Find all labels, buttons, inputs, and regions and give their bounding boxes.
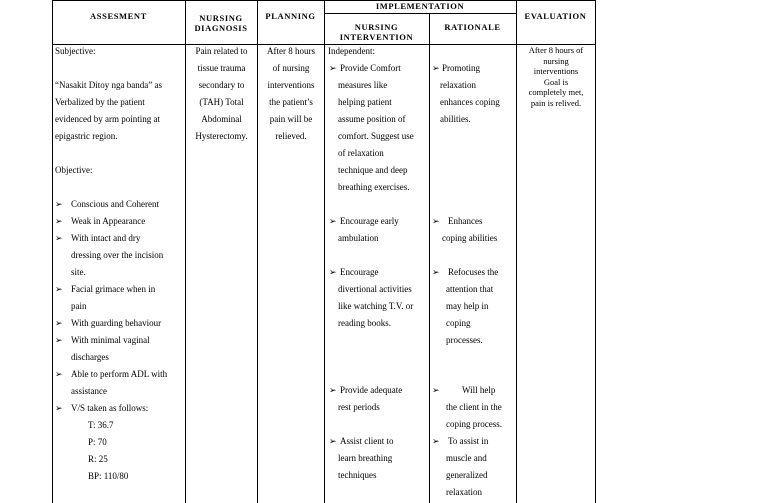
intervention-line: Encourage early bbox=[340, 216, 399, 226]
assessment-finding-line: Able to perform ADL with bbox=[71, 369, 168, 379]
rationale-line: Promoting bbox=[442, 63, 481, 73]
planning-line: After 8 hours bbox=[267, 46, 315, 56]
subjective-quote-line: “Nasakit Ditoy nga banda” as bbox=[55, 80, 162, 90]
vital-sign: T: 36.7 bbox=[88, 420, 114, 430]
header-nursing-diagnosis-line-1: NURSING bbox=[199, 13, 243, 23]
rationale-line: To assist in bbox=[448, 436, 489, 446]
rationale-line: relaxation bbox=[440, 80, 476, 90]
intervention-line: learn breathing bbox=[338, 453, 393, 463]
intervention-line: breathing exercises. bbox=[338, 182, 410, 192]
header-rationale: RATIONALE bbox=[444, 22, 501, 32]
intervention-line: like watching T.V. or bbox=[338, 301, 414, 311]
planning-line: pain will be bbox=[269, 114, 313, 124]
assessment-finding-line: V/S taken as follows: bbox=[71, 403, 149, 413]
assessment-bullet-icon: ➢ bbox=[55, 369, 63, 379]
planning-line: interventions bbox=[267, 80, 315, 90]
rationale-bullet-icon: ➢ bbox=[432, 267, 440, 277]
vital-sign: R: 25 bbox=[88, 454, 108, 464]
intervention-line: techniques bbox=[338, 470, 377, 480]
rationale-line: coping process. bbox=[446, 419, 502, 429]
intervention-line: measures like bbox=[338, 80, 388, 90]
diagnosis-line: Hysterectomy. bbox=[195, 131, 248, 141]
rationale-line: attention that bbox=[446, 284, 494, 294]
assessment-finding-line: dressing over the incision bbox=[71, 250, 164, 260]
intervention-line: helping patient bbox=[338, 97, 392, 107]
subjective-quote-line: evidenced by arm pointing at bbox=[55, 114, 160, 124]
objective-label: Objective: bbox=[55, 165, 93, 175]
assessment-finding-line: With guarding behaviour bbox=[71, 318, 162, 328]
column-border-5 bbox=[429, 13, 430, 503]
rationale-bullet-icon: ➢ bbox=[432, 436, 440, 446]
assessment-finding-line: assistance bbox=[71, 386, 107, 396]
implementation-header-divider bbox=[324, 13, 516, 14]
assessment-finding-line: With minimal vaginal bbox=[71, 335, 150, 345]
rationale-line: generalized bbox=[446, 470, 488, 480]
header-nursing-intervention-line-1: NURSING bbox=[354, 22, 399, 32]
assessment-bullet-icon: ➢ bbox=[55, 199, 63, 209]
intervention-line: Encourage bbox=[340, 267, 379, 277]
subjective-quote-line: Verbalized by the patient bbox=[55, 97, 145, 107]
header-evaluation: EVALUATION bbox=[524, 11, 587, 21]
rationale-bullet-icon: ➢ bbox=[432, 216, 440, 226]
intervention-line: comfort. Suggest use bbox=[338, 131, 414, 141]
assessment-bullet-icon: ➢ bbox=[55, 335, 63, 345]
intervention-line: divertional activities bbox=[338, 284, 412, 294]
assessment-finding-line: With intact and dry bbox=[71, 233, 141, 243]
rationale-line: enhances coping bbox=[440, 97, 500, 107]
assessment-finding-line: Weak in Appearance bbox=[71, 216, 146, 226]
header-nursing-intervention-line-2: INTERVENTION bbox=[339, 32, 414, 42]
header-assessment: ASSESMENT bbox=[90, 11, 147, 21]
rationale-line: Refocuses the bbox=[448, 267, 499, 277]
evaluation-line: completely met, bbox=[528, 87, 584, 97]
evaluation-line: Goal is bbox=[543, 76, 569, 87]
assessment-bullet-icon: ➢ bbox=[55, 318, 63, 328]
column-border-1 bbox=[52, 0, 53, 503]
assessment-finding-line: site. bbox=[71, 267, 86, 277]
intervention-line: Provide adequate bbox=[340, 385, 403, 395]
rationale-line: relaxation bbox=[446, 487, 482, 497]
evaluation-line: After 8 hours of bbox=[528, 45, 584, 55]
header-nursing-diagnosis bbox=[185, 13, 257, 33]
planning-line: of nursing bbox=[272, 63, 310, 73]
assessment-finding-line: discharges bbox=[71, 352, 109, 362]
intervention-bullet-icon: ➢ bbox=[329, 63, 337, 73]
planning-line: relieved. bbox=[275, 131, 307, 141]
evaluation-line: interventions bbox=[533, 66, 579, 76]
vital-sign: BP: 110/80 bbox=[88, 471, 129, 481]
assessment-bullet-icon: ➢ bbox=[55, 233, 63, 243]
rationale-line: muscle and bbox=[446, 453, 487, 463]
intervention-line: rest periods bbox=[338, 402, 380, 412]
rationale-line: the client in the bbox=[446, 402, 502, 412]
assessment-finding-line: Facial grimace when in bbox=[71, 284, 156, 294]
rationale-bullet-icon: ➢ bbox=[432, 385, 440, 395]
intervention-line: assume position of bbox=[338, 114, 406, 124]
intervention-line: Assist client to bbox=[340, 436, 394, 446]
intervention-bullet-icon: ➢ bbox=[329, 267, 337, 277]
diagnosis-line: (TAH) Total bbox=[199, 97, 244, 107]
planning-line: the patient’s bbox=[269, 97, 313, 107]
rationale-line: abilities. bbox=[440, 114, 471, 124]
intervention-bullet-icon: ➢ bbox=[329, 436, 337, 446]
diagnosis-line: Pain related to bbox=[195, 46, 248, 56]
header-nursing-diagnosis-line-2: DIAGNOSIS bbox=[194, 23, 248, 33]
evaluation-line: nursing bbox=[543, 55, 569, 66]
diagnosis-line: secondary to bbox=[198, 80, 245, 90]
intervention-bullet-icon: ➢ bbox=[329, 385, 337, 395]
rationale-line: may help in bbox=[446, 301, 489, 311]
intervention-bullet-icon: ➢ bbox=[329, 216, 337, 226]
assessment-bullet-icon: ➢ bbox=[55, 216, 63, 226]
subjective-label: Subjective: bbox=[55, 46, 96, 56]
column-border-4 bbox=[324, 0, 325, 503]
column-border-7 bbox=[595, 0, 596, 503]
assessment-finding-line: Conscious and Coherent bbox=[71, 199, 159, 209]
rationale-line: Will help bbox=[462, 385, 496, 395]
intervention-line: reading books. bbox=[338, 318, 391, 328]
rationale-line: coping bbox=[446, 318, 471, 328]
intervention-line: Provide Comfort bbox=[340, 63, 401, 73]
rationale-bullet-icon: ➢ bbox=[432, 63, 440, 73]
rationale-line: Enhances bbox=[448, 216, 483, 226]
vital-sign: P: 70 bbox=[88, 437, 107, 447]
evaluation-line: pain is relived. bbox=[530, 97, 582, 108]
intervention-line: technique and deep bbox=[338, 165, 408, 175]
independent-label: Independent: bbox=[328, 46, 375, 56]
intervention-line: ambulation bbox=[338, 233, 379, 243]
subjective-quote-line: epigastric region. bbox=[55, 131, 118, 141]
assessment-finding-line: pain bbox=[71, 301, 87, 311]
intervention-line: of relaxation bbox=[338, 148, 384, 158]
header-planning: PLANNING bbox=[265, 11, 316, 21]
rationale-line: coping abilities bbox=[442, 233, 498, 243]
diagnosis-line: Abdominal bbox=[201, 114, 242, 124]
diagnosis-line: tissue trauma bbox=[197, 63, 246, 73]
header-implementation: IMPLEMENTATION bbox=[375, 1, 465, 11]
rationale-line: processes. bbox=[446, 335, 483, 345]
header-nursing-intervention bbox=[324, 22, 429, 42]
assessment-bullet-icon: ➢ bbox=[55, 284, 63, 294]
assessment-bullet-icon: ➢ bbox=[55, 403, 63, 413]
